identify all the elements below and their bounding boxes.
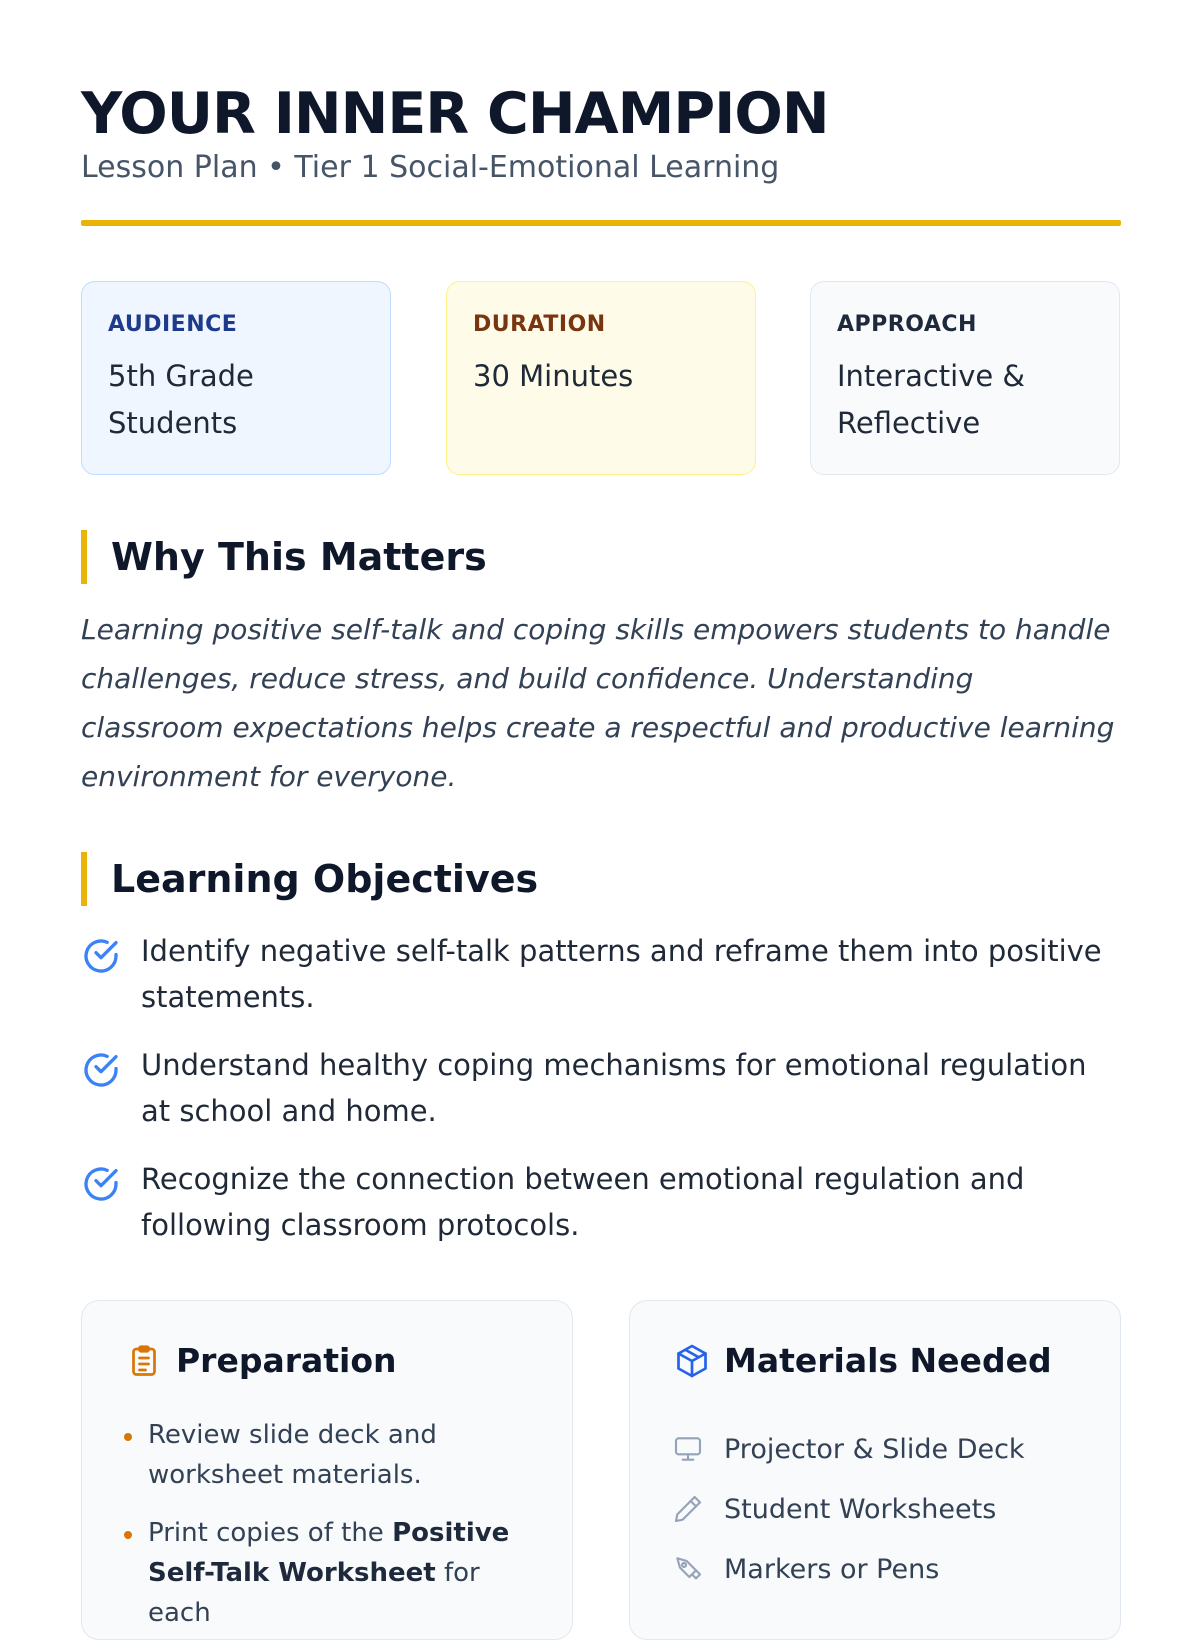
objectives-heading: Learning Objectives — [81, 852, 538, 906]
clipboard-icon — [126, 1343, 162, 1379]
audience-value-line1: 5th Grade — [108, 359, 254, 393]
info-cards — [81, 281, 1121, 477]
audience-value-line2: Students — [108, 406, 238, 440]
why-heading: Why This Matters — [81, 530, 487, 584]
approach-value-line2: Reflective — [837, 406, 981, 440]
why-body: Learning positive self-talk and coping skills empowers students to handle challenges, reduce stress, and build confidence. Understanding classroom expectations helps create a respectful and productive learning environment for everyone. — [81, 613, 1115, 793]
approach-card — [810, 281, 1120, 475]
check-circle-icon — [81, 1164, 121, 1204]
material-item — [672, 1539, 1025, 1599]
material-label: Projector & Slide Deck — [724, 1433, 1025, 1465]
materials-header — [674, 1341, 1052, 1380]
preparation-item — [124, 1513, 544, 1633]
approach-value-line1: Interactive & — [837, 359, 1026, 393]
objective-item — [81, 1042, 1121, 1134]
preparation-item — [124, 1415, 544, 1495]
objective-item — [81, 1156, 1121, 1248]
approach-label: APPROACH — [837, 312, 977, 337]
duration-value: 30 Minutes — [473, 359, 634, 393]
material-label: Markers or Pens — [724, 1553, 940, 1585]
worksheet-name: Positive Self-Talk Worksheet — [148, 1518, 510, 1588]
monitor-icon — [672, 1433, 704, 1465]
objective-text: Recognize the connection between emotional regulation and following classroom protocols. — [141, 1162, 1025, 1242]
audience-label: AUDIENCE — [108, 312, 238, 337]
objective-text: Understand healthy coping mechanisms for emotional regulation at school and home. — [141, 1048, 1087, 1128]
materials-list — [672, 1419, 1025, 1599]
materials-box — [629, 1300, 1121, 1640]
preparation-text-suffix: for each — [148, 1558, 480, 1628]
duration-label: DURATION — [473, 312, 606, 337]
page-subtitle: Lesson Plan • Tier 1 Social-Emotional Learning — [81, 150, 780, 185]
material-label: Student Worksheets — [724, 1493, 997, 1525]
package-icon — [674, 1343, 710, 1379]
materials-heading: Materials Needed — [724, 1341, 1052, 1380]
duration-card — [446, 281, 756, 475]
marker-icon — [672, 1553, 704, 1585]
check-circle-icon — [81, 1050, 121, 1090]
bullet-dot — [124, 1433, 132, 1441]
audience-card — [81, 281, 391, 475]
objectives-list — [81, 928, 1121, 1270]
bullet-dot — [124, 1531, 132, 1539]
page-title: YOUR INNER CHAMPION — [81, 81, 829, 147]
objective-text: Identify negative self-talk patterns and reframe them into positive statements. — [141, 934, 1102, 1014]
preparation-list — [124, 1415, 544, 1651]
title-divider — [81, 220, 1121, 226]
check-circle-icon — [81, 936, 121, 976]
preparation-box — [81, 1300, 573, 1640]
material-item — [672, 1419, 1025, 1479]
material-item — [672, 1479, 1025, 1539]
preparation-header — [126, 1341, 397, 1380]
preparation-heading: Preparation — [176, 1341, 397, 1380]
pencil-icon — [672, 1493, 704, 1525]
objective-item — [81, 928, 1121, 1020]
preparation-text-prefix: Print copies of the — [148, 1518, 393, 1548]
preparation-text: Review slide deck and worksheet materials. — [148, 1420, 437, 1490]
